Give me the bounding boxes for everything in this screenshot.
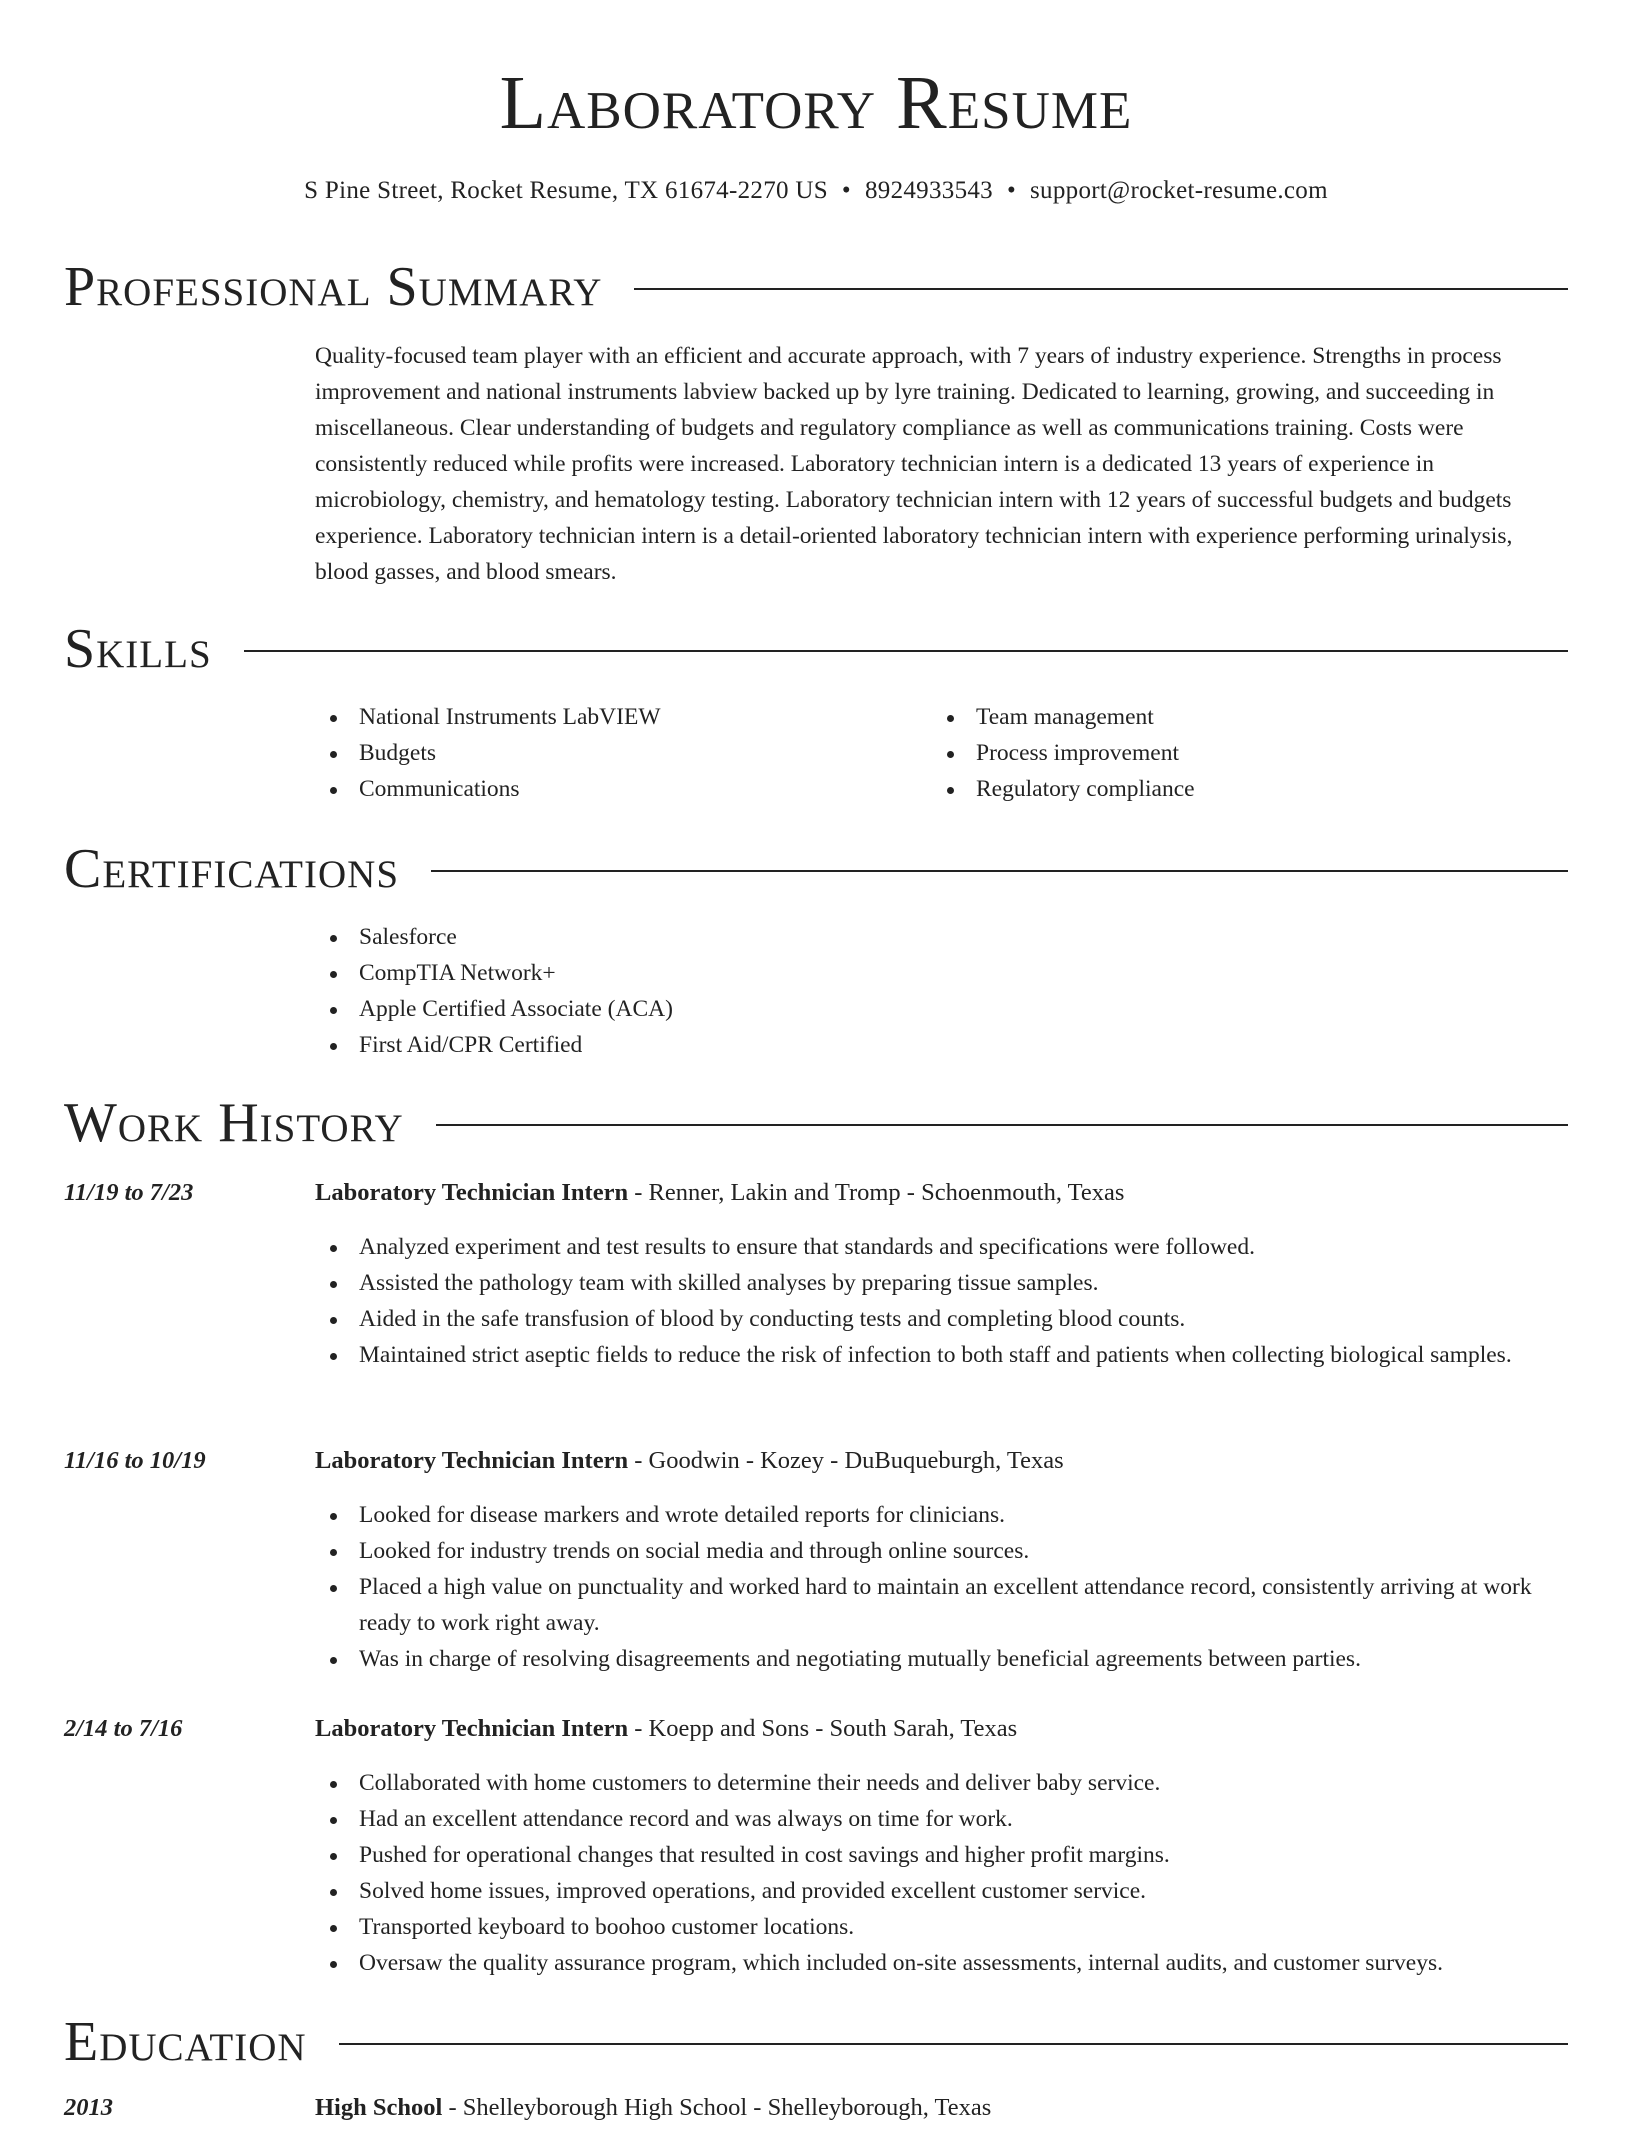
- skill-item: Budgets: [315, 735, 915, 771]
- work-bullet: Analyzed experiment and test results to ensure that standards and specifications were followed.: [315, 1229, 1570, 1265]
- skill-item: Process improvement: [932, 735, 1532, 771]
- section-header-work-history: [64, 1088, 1568, 1158]
- job-title: Laboratory Technician Intern: [315, 1447, 629, 1474]
- contact-separator: •: [841, 177, 851, 204]
- work-dates: 2/14 to 7/16: [64, 1715, 183, 1742]
- certification-item: Apple Certified Associate (ACA): [315, 991, 1515, 1027]
- section-title-education: Education: [64, 2011, 307, 2073]
- contact-separator: •: [1006, 177, 1017, 204]
- education-dates: 2013: [64, 2094, 113, 2121]
- skills-list-right: [932, 699, 1532, 807]
- section-header-certifications: [64, 834, 1568, 904]
- work-bullet: Pushed for operational changes that resulted in cost savings and higher profit margins.: [315, 1837, 1570, 1873]
- skill-item: Communications: [315, 771, 915, 807]
- summary-text: Quality-focused team player with an efficient and accurate approach, with 7 years of industry experience. Strengths in process improvement and national instruments labview backed up by lyre training. Dedicated to learning, growing, and succeeding in miscellaneous. Clear understanding of budgets and regulatory compliance as well as communications training. Costs were consistently reduced while profits were increased. Laboratory technician intern is a dedicated 13 years of experience in microbiology, chemistry, and hematology testing. Laboratory technician intern with 12 years of successful budgets and budgets experience. Laboratory technician intern is a detail-oriented laboratory technician intern with experience performing urinalysis, blood gasses, and blood smears.: [315, 343, 1513, 585]
- education-degree: High School: [315, 2094, 443, 2121]
- section-title-skills: Skills: [64, 618, 212, 680]
- contact-address: S Pine Street, Rocket Resume, TX 61674-2270 US: [304, 177, 828, 204]
- certification-item: CompTIA Network+: [315, 955, 1515, 991]
- contact-phone: 8924933543: [864, 177, 993, 204]
- work-title-line: [315, 1175, 1570, 1211]
- section-divider: [244, 650, 1568, 652]
- skill-item: Team management: [932, 699, 1532, 735]
- work-title-line: [315, 1711, 1570, 1747]
- section-header-skills: [64, 614, 1568, 684]
- section-title-summary: Professional Summary: [64, 256, 603, 318]
- work-bullet: Assisted the pathology team with skilled analyses by preparing tissue samples.: [315, 1265, 1570, 1301]
- contact-line: [0, 174, 1632, 208]
- education-school: - Shelleyborough High School - Shelleyborough, Texas: [442, 2094, 992, 2121]
- section-title-certifications: Certifications: [64, 838, 400, 900]
- contact-email: support@rocket-resume.com: [1030, 177, 1328, 204]
- section-header-summary: [64, 252, 1568, 322]
- work-bullet: Aided in the safe transfusion of blood by conducting tests and completing blood counts.: [315, 1301, 1570, 1337]
- work-bullets: [315, 1765, 1570, 1981]
- education-title-line: [315, 2090, 991, 2126]
- employer-location: - Renner, Lakin and Tromp - Schoenmouth, Texas: [628, 1179, 1125, 1206]
- work-bullet: Collaborated with home customers to determine their needs and deliver baby service.: [315, 1765, 1570, 1801]
- skills-list-left: [315, 699, 915, 807]
- skill-item: National Instruments LabVIEW: [315, 699, 915, 735]
- work-bullet: Transported keyboard to boohoo customer locations.: [315, 1909, 1570, 1945]
- employer-location: - Goodwin - Kozey - DuBuqueburgh, Texas: [628, 1447, 1064, 1474]
- certification-item: First Aid/CPR Certified: [315, 1027, 1515, 1063]
- work-bullet: Solved home issues, improved operations, and provided excellent customer service.: [315, 1873, 1570, 1909]
- work-bullet: Oversaw the quality assurance program, which included on-site assessments, internal audits, and customer surveys.: [315, 1945, 1570, 1981]
- work-bullet: Was in charge of resolving disagreements and negotiating mutually beneficial agreements between parties.: [315, 1641, 1570, 1677]
- section-divider: [436, 1124, 1568, 1126]
- work-title-line: [315, 1443, 1570, 1479]
- section-divider: [339, 2043, 1568, 2045]
- work-bullet: Maintained strict aseptic fields to reduce the risk of infection to both staff and patients when collecting biological samples.: [315, 1337, 1570, 1373]
- work-bullets: [315, 1229, 1570, 1373]
- section-header-education: [64, 2007, 1568, 2077]
- section-divider: [431, 870, 1568, 872]
- work-dates: 11/16 to 10/19: [64, 1447, 206, 1474]
- work-bullet: Looked for disease markers and wrote detailed reports for clinicians.: [315, 1497, 1570, 1533]
- resume-title: Laboratory Resume: [499, 61, 1133, 145]
- certifications-list: [315, 919, 1515, 1063]
- job-title: Laboratory Technician Intern: [315, 1715, 629, 1742]
- education-entry: [64, 2090, 1570, 2130]
- work-bullets: [315, 1497, 1570, 1677]
- work-bullet: Placed a high value on punctuality and worked hard to maintain an excellent attendance record, consistently arriving at work ready to work right away.: [315, 1569, 1570, 1641]
- section-divider: [634, 288, 1568, 290]
- certification-item: Salesforce: [315, 919, 1515, 955]
- work-bullet: Looked for industry trends on social media and through online sources.: [315, 1533, 1570, 1569]
- employer-location: - Koepp and Sons - South Sarah, Texas: [628, 1715, 1018, 1742]
- job-title: Laboratory Technician Intern: [315, 1179, 629, 1206]
- skill-item: Regulatory compliance: [932, 771, 1532, 807]
- section-title-work-history: Work History: [64, 1092, 404, 1154]
- work-dates: 11/19 to 7/23: [64, 1179, 194, 1206]
- work-bullet: Had an excellent attendance record and was always on time for work.: [315, 1801, 1570, 1837]
